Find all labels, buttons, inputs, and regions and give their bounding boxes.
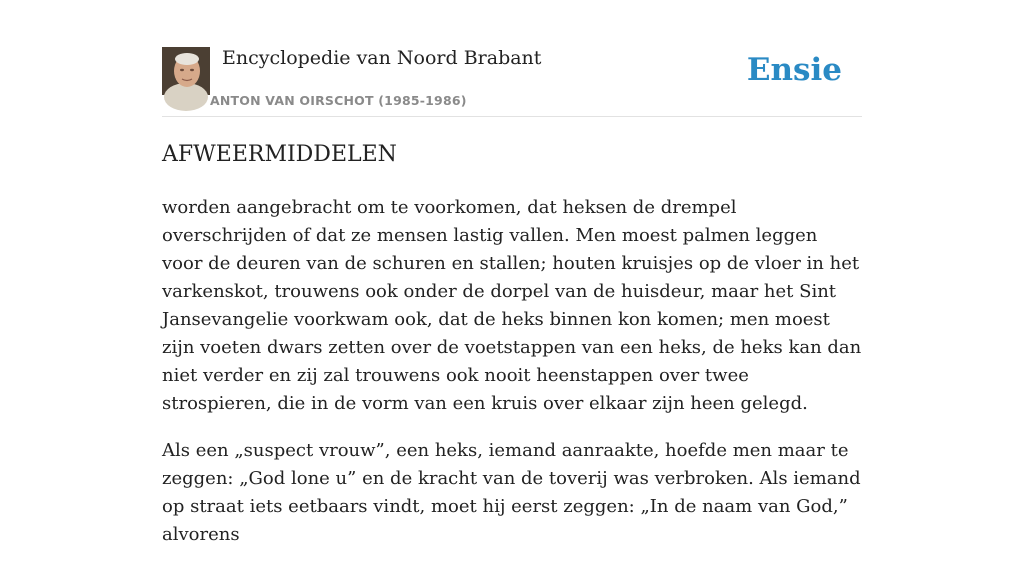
portrait-icon: [162, 47, 210, 95]
entry-paragraph: worden aangebracht om te voorkomen, dat heksen de drempel overschrijden of dat ze mensen lastig vallen. Men moest palmen leggen voor de deuren van de schuren en stallen; houten kruisjes op de vloer in het varkenskot, trouwens ook onder de dorpel van de huisdeur, maar het Sint Jansevangelie voorkwam ook, dat de heks binnen kon komen; men moest zijn voeten dwars zetten over de voetstappen van een heks, de heks kan dan niet verder en zij zal trouwens ook nooit heenstappen over twee strospieren, die in de vorm van een kruis over elkaar zijn heen gelegd.: [162, 197, 862, 414]
entry-paragraph: Als een „suspect vrouw”, een heks, iemand aanraakte, hoefde men maar te zeggen: „God lone u” en de kracht van de toverij was verbroken. Als iemand op straat iets eetbaars vindt, moet hij eerst zeggen: „In de naam van God,” alvorens: [162, 440, 861, 545]
brand-logo[interactable]: Ensie: [746, 52, 842, 88]
entry-title: AFWEERMIDDELEN: [162, 142, 397, 167]
author-avatar[interactable]: [162, 47, 210, 95]
site-title[interactable]: Encyclopedie van Noord Brabant: [222, 47, 542, 69]
author-name[interactable]: ANTON VAN OIRSCHOT (1985-1986): [210, 93, 467, 108]
entry-content: [162, 138, 862, 568]
site-header: [162, 46, 862, 117]
